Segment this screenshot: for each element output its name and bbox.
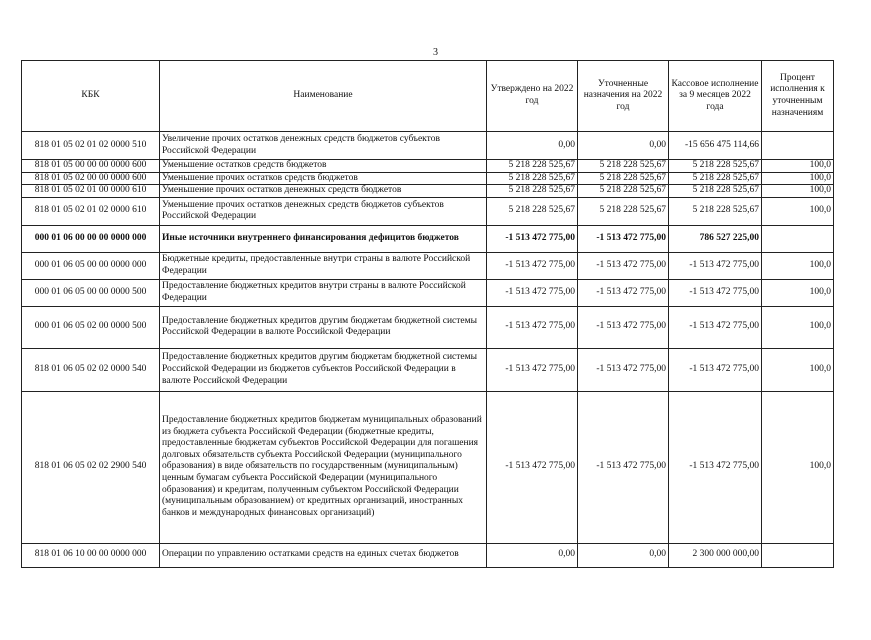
kbk-cell: 000 01 06 00 00 00 0000 000 [22, 225, 160, 252]
header-percent: Процент исполнения к уточненным назначениям [762, 61, 834, 132]
percent-cell [762, 543, 834, 567]
table-row [22, 348, 834, 391]
table-row [22, 160, 834, 173]
name-cell: Уменьшение прочих остатков денежных средств бюджетов субъектов Российской Федерации [160, 197, 487, 225]
cash-execution-cell: 5 218 228 525,67 [669, 172, 762, 185]
name-cell: Предоставление бюджетных кредитов другим бюджетам бюджетной системы Российской Федерации в валюте Российской Федерации [160, 306, 487, 348]
kbk-cell: 000 01 06 05 02 00 0000 500 [22, 306, 160, 348]
approved-cell: 5 218 228 525,67 [487, 172, 578, 185]
cash-execution-cell: -1 513 472 775,00 [669, 348, 762, 391]
table-header-row [22, 61, 834, 132]
header-kbk: КБК [22, 61, 160, 132]
approved-cell: 0,00 [487, 132, 578, 160]
table-row [22, 132, 834, 160]
revised-cell: 0,00 [578, 132, 669, 160]
table-row [22, 252, 834, 279]
name-cell: Уменьшение остатков средств бюджетов [160, 160, 487, 173]
name-cell: Предоставление бюджетных кредитов другим бюджетам бюджетной системы Российской Федерации из бюджетов субъектов Российской Федерации в валюте Российской Федерации [160, 348, 487, 391]
kbk-cell: 818 01 05 02 00 00 0000 600 [22, 172, 160, 185]
approved-cell: 5 218 228 525,67 [487, 160, 578, 173]
revised-cell: -1 513 472 775,00 [578, 348, 669, 391]
header-approved: Утверждено на 2022 год [487, 61, 578, 132]
table-row [22, 197, 834, 225]
header-name: Наименование [160, 61, 487, 132]
revised-cell: 5 218 228 525,67 [578, 197, 669, 225]
revised-cell: 5 218 228 525,67 [578, 185, 669, 198]
name-cell: Увеличение прочих остатков денежных средств бюджетов субъектов Российской Федерации [160, 132, 487, 160]
cash-execution-cell: -1 513 472 775,00 [669, 306, 762, 348]
cash-execution-cell: 5 218 228 525,67 [669, 185, 762, 198]
percent-cell: 100,0 [762, 279, 834, 306]
approved-cell: -1 513 472 775,00 [487, 391, 578, 543]
approved-cell: 5 218 228 525,67 [487, 197, 578, 225]
budget-sources-table [21, 60, 834, 568]
kbk-cell: 818 01 06 05 02 02 2900 540 [22, 391, 160, 543]
name-cell: Уменьшение прочих остатков денежных средств бюджетов [160, 185, 487, 198]
approved-cell: 0,00 [487, 543, 578, 567]
page-number: 3 [433, 47, 438, 58]
revised-cell: -1 513 472 775,00 [578, 225, 669, 252]
kbk-cell: 818 01 05 02 01 02 0000 510 [22, 132, 160, 160]
revised-cell: -1 513 472 775,00 [578, 306, 669, 348]
table-row [22, 279, 834, 306]
cash-execution-cell: -1 513 472 775,00 [669, 279, 762, 306]
approved-cell: -1 513 472 775,00 [487, 306, 578, 348]
revised-cell: 5 218 228 525,67 [578, 160, 669, 173]
table-row [22, 185, 834, 198]
name-cell: Предоставление бюджетных кредитов бюджетам муниципальных образований из бюджета субъекта Российской Федерации (бюджетные кредиты, предоставленные бюджетам субъектов Российской Федерации для погашения долговых обязательств субъекта Российской Федерации (муниципального образования) в виде обязательств по государственным (муниципальным) ценным бумагам субъекта Российской Федерации (муниципального образования) и кредитам, полученным субъектом Российской Федерации (муниципальным образованием) от кредитных организаций, иностранных банков и международных финансовых организаций) [160, 391, 487, 543]
kbk-cell: 818 01 06 10 00 00 0000 000 [22, 543, 160, 567]
name-cell: Операции по управлению остатками средств на единых счетах бюджетов [160, 543, 487, 567]
approved-cell: 5 218 228 525,67 [487, 185, 578, 198]
percent-cell: 100,0 [762, 306, 834, 348]
cash-execution-cell: 2 300 000 000,00 [669, 543, 762, 567]
header-cash-execution: Кассовое исполнение за 9 месяцев 2022 года [669, 61, 762, 132]
name-cell: Уменьшение прочих остатков средств бюджетов [160, 172, 487, 185]
name-cell: Иные источники внутреннего финансирования дефицитов бюджетов [160, 225, 487, 252]
percent-cell: 100,0 [762, 391, 834, 543]
percent-cell [762, 132, 834, 160]
header-revised: Уточненные назначения на 2022 год [578, 61, 669, 132]
approved-cell: -1 513 472 775,00 [487, 279, 578, 306]
revised-cell: -1 513 472 775,00 [578, 252, 669, 279]
table-row [22, 543, 834, 567]
kbk-cell: 818 01 06 05 02 02 0000 540 [22, 348, 160, 391]
percent-cell: 100,0 [762, 348, 834, 391]
kbk-cell: 818 01 05 02 01 02 0000 610 [22, 197, 160, 225]
cash-execution-cell: 5 218 228 525,67 [669, 160, 762, 173]
kbk-cell: 000 01 06 05 00 00 0000 000 [22, 252, 160, 279]
cash-execution-cell: -1 513 472 775,00 [669, 252, 762, 279]
kbk-cell: 818 01 05 00 00 00 0000 600 [22, 160, 160, 173]
revised-cell: 0,00 [578, 543, 669, 567]
revised-cell: 5 218 228 525,67 [578, 172, 669, 185]
cash-execution-cell: 5 218 228 525,67 [669, 197, 762, 225]
kbk-cell: 000 01 06 05 00 00 0000 500 [22, 279, 160, 306]
approved-cell: -1 513 472 775,00 [487, 225, 578, 252]
name-cell: Бюджетные кредиты, предоставленные внутри страны в валюте Российской Федерации [160, 252, 487, 279]
cash-execution-cell: -15 656 475 114,66 [669, 132, 762, 160]
percent-cell: 100,0 [762, 160, 834, 173]
table-row [22, 391, 834, 543]
percent-cell: 100,0 [762, 185, 834, 198]
kbk-cell: 818 01 05 02 01 00 0000 610 [22, 185, 160, 198]
approved-cell: -1 513 472 775,00 [487, 252, 578, 279]
revised-cell: -1 513 472 775,00 [578, 391, 669, 543]
cash-execution-cell: 786 527 225,00 [669, 225, 762, 252]
cash-execution-cell: -1 513 472 775,00 [669, 391, 762, 543]
name-cell: Предоставление бюджетных кредитов внутри страны в валюте Российской Федерации [160, 279, 487, 306]
table-row [22, 225, 834, 252]
approved-cell: -1 513 472 775,00 [487, 348, 578, 391]
percent-cell: 100,0 [762, 197, 834, 225]
table-row [22, 172, 834, 185]
revised-cell: -1 513 472 775,00 [578, 279, 669, 306]
percent-cell [762, 225, 834, 252]
table-row [22, 306, 834, 348]
percent-cell: 100,0 [762, 252, 834, 279]
percent-cell: 100,0 [762, 172, 834, 185]
